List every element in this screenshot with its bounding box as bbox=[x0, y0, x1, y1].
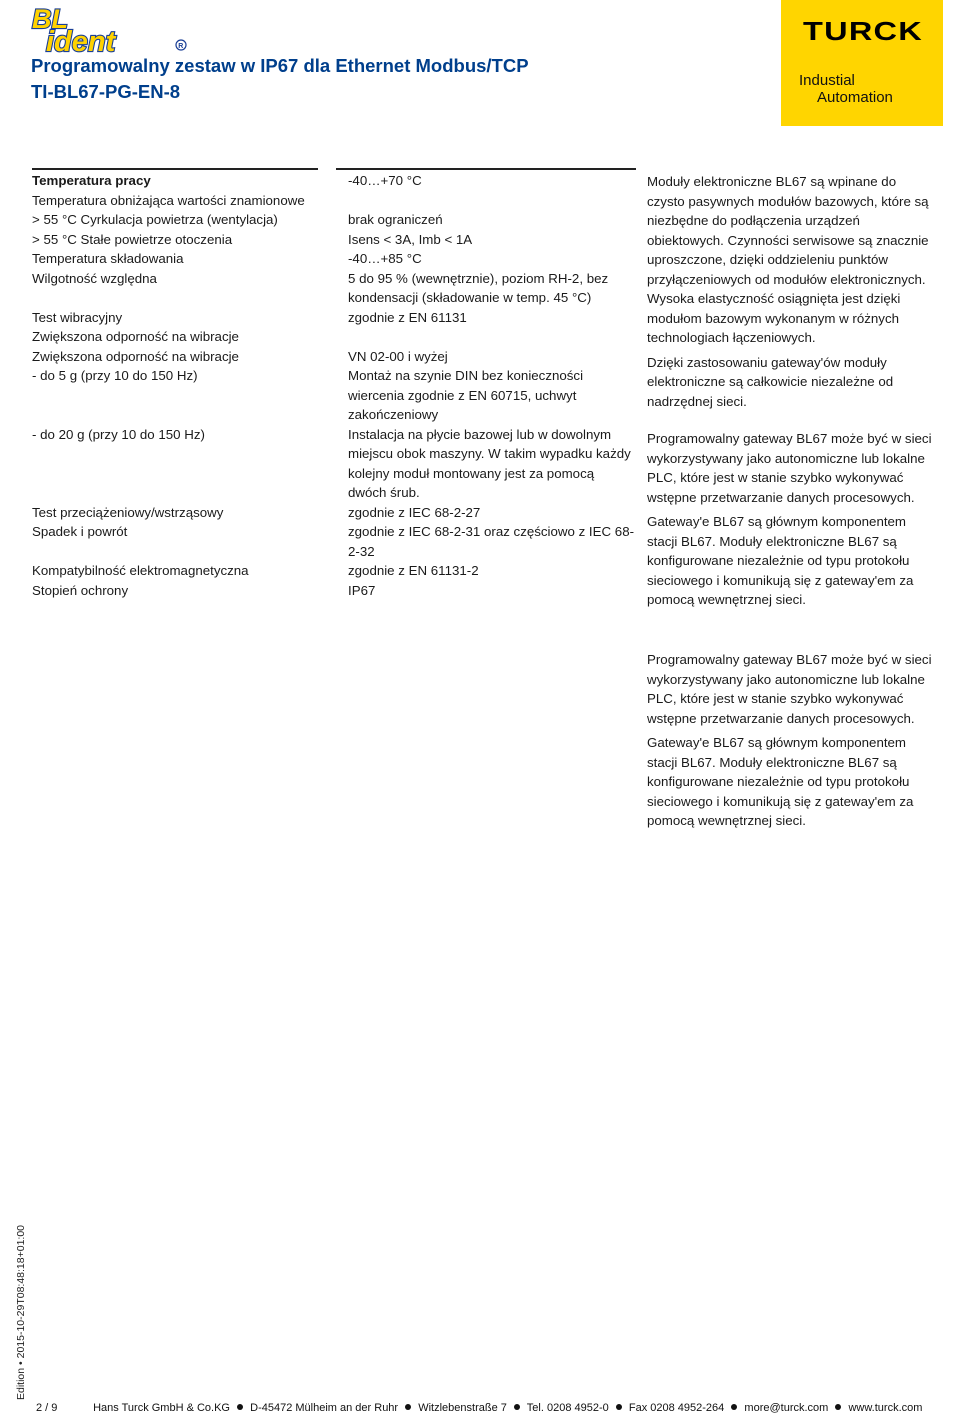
paragraph: Dzięki zastosowaniu gateway'ów moduły elektroniczne są całkowicie niezależne od nadrzędnej sieci. bbox=[647, 354, 894, 409]
specs-table bbox=[32, 171, 636, 600]
spec-label: - do 5 g (przy 10 do 150 Hz) bbox=[32, 368, 198, 383]
tagline-line-2: Automation bbox=[817, 89, 893, 106]
svg-text:BL: BL bbox=[32, 4, 68, 34]
spec-value bbox=[348, 191, 636, 211]
spec-row bbox=[32, 230, 636, 250]
footer-company: Hans Turck GmbH & Co.KG bbox=[93, 1402, 230, 1414]
spec-value: zgodnie z IEC 68-2-31 oraz częściowo z IEC 68-2-32 bbox=[348, 524, 635, 559]
spec-row bbox=[32, 171, 636, 191]
spec-label: Temperatura składowania bbox=[32, 251, 184, 266]
turck-logo bbox=[781, 0, 943, 126]
spec-value: zgodnie z EN 61131-2 bbox=[348, 563, 479, 578]
spec-row bbox=[32, 249, 636, 269]
footer-fax: Fax 0208 4952-264 bbox=[628, 1402, 725, 1414]
spec-label: Kompatybilność elektromagnetyczna bbox=[32, 563, 249, 578]
tagline-line-1: Industial bbox=[799, 72, 855, 89]
spec-label: Spadek i powrót bbox=[32, 524, 128, 539]
page-number: 2 / 9 bbox=[36, 1402, 58, 1414]
spec-value: Montaż na szynie DIN bez konieczności wiercenia zgodnie z EN 60715, uchwyt zakończeniowy bbox=[348, 368, 584, 422]
footer-address: D-45472 Mülheim an der Ruhr bbox=[250, 1402, 399, 1414]
spec-row bbox=[32, 269, 636, 308]
spec-label: - do 20 g (przy 10 do 150 Hz) bbox=[32, 426, 205, 442]
bullet-icon bbox=[405, 1404, 411, 1410]
spec-value: -40…+85 °C bbox=[348, 251, 422, 266]
spec-label: Temperatura obniżająca wartości znamionowe bbox=[32, 192, 305, 208]
spec-row bbox=[32, 308, 636, 328]
spec-label: Stopień ochrony bbox=[32, 582, 129, 598]
spec-label: Zwiększona odporność na wibracje bbox=[32, 348, 239, 364]
paragraph: Moduły elektroniczne BL67 są wpinane do czysto pasywnych modułów bazowych, które są niezbędne do podłączenia urządzeń obiektowych. Czynności serwisowe są znacznie uproszczone, dzięki oddzieleniu punktów przyłączeniowych od modułów elektronicznych. Wysoka elastyczność osiągnięta jest dzięki modułom bazowym wykonanym w różnych technologiach łączeniowych. bbox=[647, 174, 929, 345]
paragraph: Programowalny gateway BL67 może być w sieci wykorzystywany jako autonomiczne lub lokalne PLC, które jest w stanie szybko wykonywać wstępne przetwarzanie danych procesowych. bbox=[647, 431, 932, 505]
spec-label: Test wibracyjny bbox=[32, 309, 123, 325]
spec-value: -40…+70 °C bbox=[348, 173, 422, 188]
paragraph: Programowalny gateway BL67 może być w sieci wykorzystywany jako autonomiczne lub lokalne PLC, które jest w stanie szybko wykonywać wstępne przetwarzanie danych procesowych. bbox=[647, 652, 932, 726]
bl-ident-logo bbox=[28, 4, 192, 54]
industrial-automation-tagline bbox=[799, 72, 893, 106]
footer-web[interactable]: www.turck.com bbox=[848, 1402, 923, 1414]
page-footer bbox=[36, 1402, 922, 1414]
turck-wordmark: TURCK bbox=[803, 16, 923, 46]
bullet-icon bbox=[835, 1404, 841, 1410]
spec-row bbox=[32, 210, 636, 230]
paragraph: Gateway'e BL67 są głównym komponentem stacji BL67. Moduły elektroniczne BL67 są konfigurowane niezależnie od typu protokołu sieciowego i komunikują się z gateway'em za pomocą wewnętrznej sieci. bbox=[647, 514, 914, 607]
svg-text:ident: ident bbox=[46, 26, 116, 54]
spec-value: zgodnie z IEC 68-2-27 bbox=[348, 504, 481, 520]
table-rule-left bbox=[32, 168, 318, 170]
description-column-bottom bbox=[647, 650, 937, 836]
spec-row bbox=[32, 347, 636, 367]
spec-label: Wilgotność względna bbox=[32, 270, 157, 286]
spec-row bbox=[32, 327, 636, 347]
spec-label: Test przeciążeniowy/wstrząsowy bbox=[32, 504, 224, 520]
bullet-icon bbox=[237, 1404, 243, 1410]
spec-label: Zwiększona odporność na wibracje bbox=[32, 329, 239, 344]
spec-value: Isens < 3A, Imb < 1A bbox=[348, 231, 473, 247]
spec-label: > 55 °C Cyrkulacja powietrza (wentylacja) bbox=[32, 212, 278, 227]
spec-row bbox=[32, 191, 636, 211]
spec-row bbox=[32, 425, 636, 503]
svg-text:R: R bbox=[178, 43, 184, 50]
description-column-top bbox=[647, 172, 937, 615]
spec-value: Instalacja na płycie bazowej lub w dowolnym miejscu obok maszyny. W takim wypadku każdy kolejny moduł montowany jest za pomocą dwóch śrub. bbox=[348, 426, 631, 500]
bullet-icon bbox=[731, 1404, 737, 1410]
spec-value: VN 02-00 i wyżej bbox=[348, 348, 448, 364]
footer-street: Witzlebenstraße 7 bbox=[418, 1402, 507, 1414]
table-rule-right bbox=[336, 168, 636, 170]
spec-value: zgodnie z EN 61131 bbox=[348, 309, 467, 325]
spec-row bbox=[32, 522, 636, 561]
spec-label: > 55 °C Stałe powietrze otoczenia bbox=[32, 231, 233, 247]
spec-value: 5 do 95 % (wewnętrznie), poziom RH-2, bez kondensacji (składowanie w temp. 45 °C) bbox=[348, 270, 609, 305]
spec-row bbox=[32, 581, 636, 601]
spec-row bbox=[32, 561, 636, 581]
spec-value: brak ograniczeń bbox=[348, 212, 443, 227]
spec-value bbox=[348, 327, 636, 347]
footer-tel: Tel. 0208 4952-0 bbox=[526, 1402, 609, 1414]
paragraph: Gateway'e BL67 są głównym komponentem stacji BL67. Moduły elektroniczne BL67 są konfigurowane niezależnie od typu protokołu sieciowego i komunikują się z gateway'em za pomocą wewnętrznej sieci. bbox=[647, 735, 914, 828]
document-title bbox=[31, 53, 529, 105]
bullet-icon bbox=[514, 1404, 520, 1410]
edition-timestamp: Edition • 2015-10-29T08:48:18+01:00 bbox=[15, 1224, 27, 1400]
spec-label: Temperatura pracy bbox=[32, 173, 151, 188]
title-line-2: TI-BL67-PG-EN-8 bbox=[31, 81, 181, 102]
spec-value: IP67 bbox=[348, 582, 376, 598]
spec-row bbox=[32, 503, 636, 523]
footer-email[interactable]: more@turck.com bbox=[744, 1402, 829, 1414]
title-line-1: Programowalny zestaw w IP67 dla Ethernet Modbus/TCP bbox=[31, 55, 529, 76]
spec-row bbox=[32, 366, 636, 425]
bullet-icon bbox=[616, 1404, 622, 1410]
